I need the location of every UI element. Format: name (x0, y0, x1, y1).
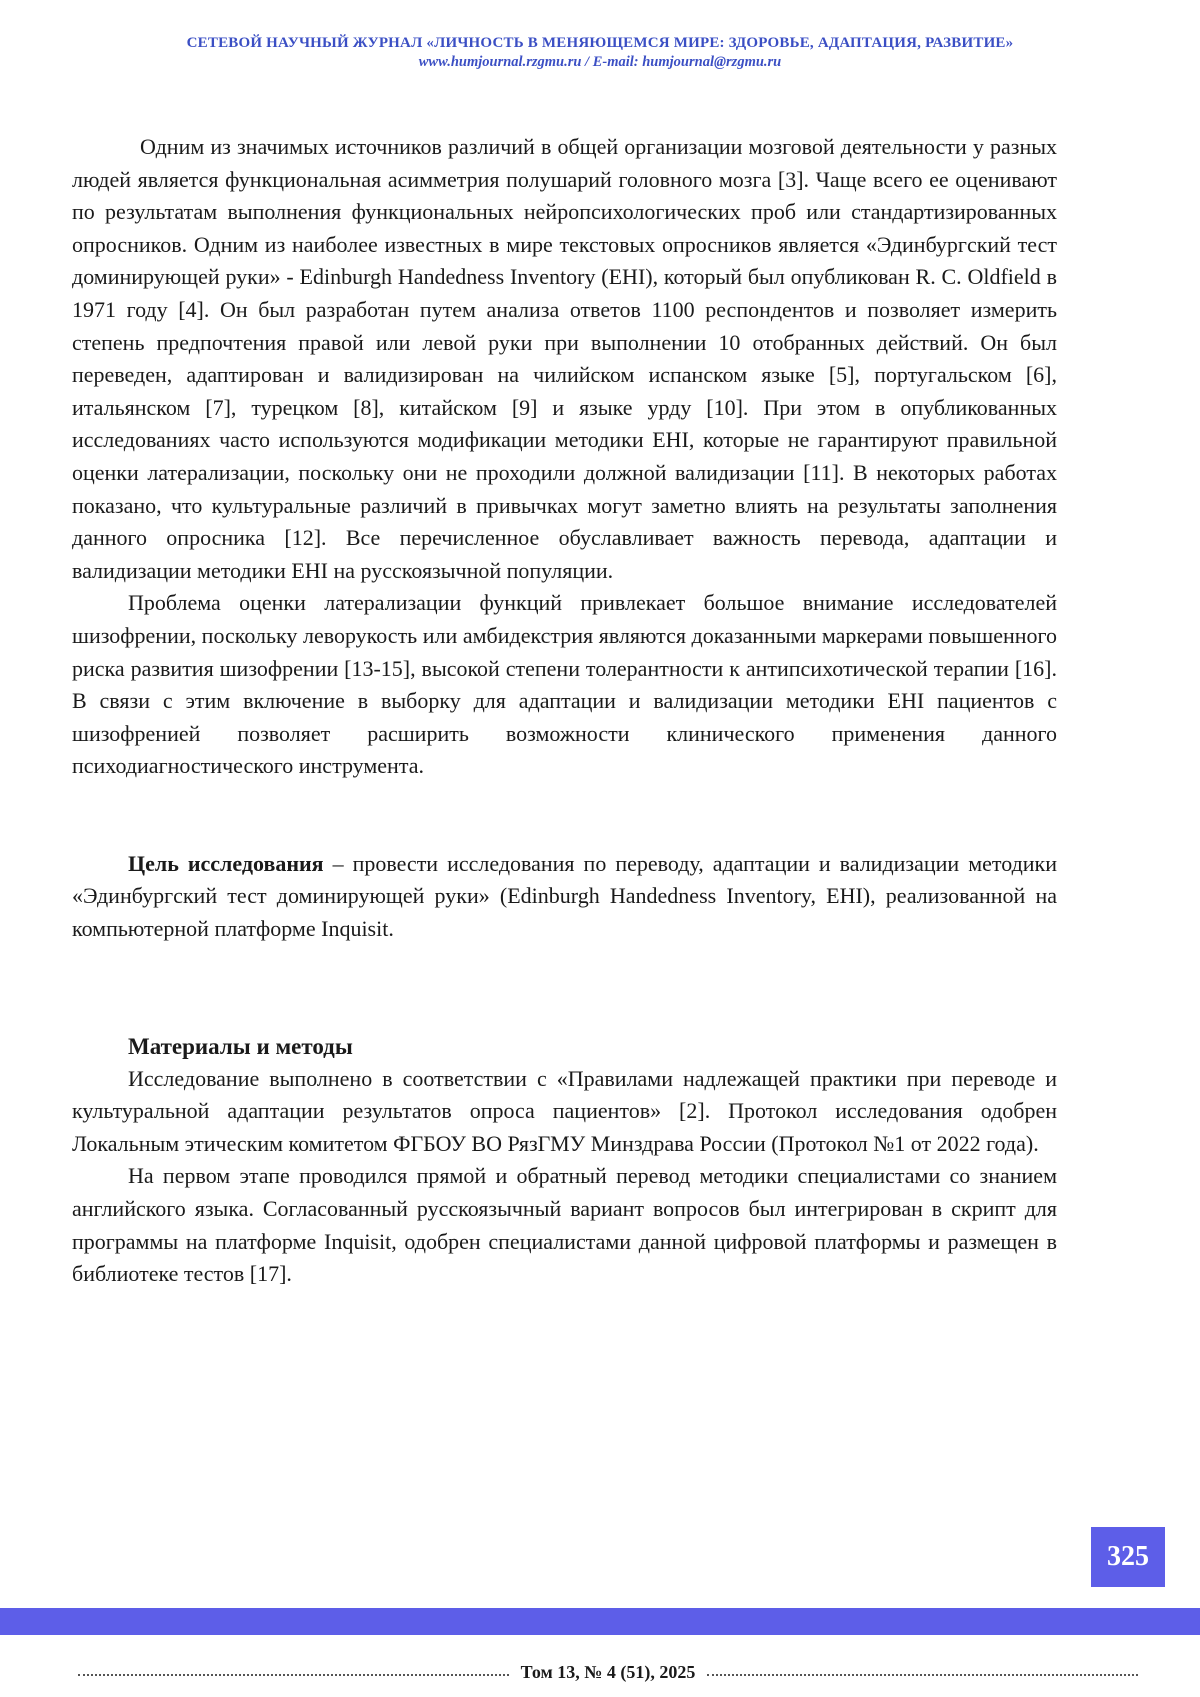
paragraph-translation: На первом этапе проводился прямой и обратный перевод методики специалистами со знанием английского языка. Согласованный русскоязычный вариант вопросов был интегрирован в скрипт для программы на платформе Inquisit, одобрен специалистами данной цифровой платформы и размещен в библиотеке тестов [17]. (72, 1163, 1057, 1287)
paragraph-ethics: Исследование выполнено в соответствии с «Правилами надлежащей практики при переводе и культуральной адаптации результатов опроса пациентов» [2]. Протокол исследования одобрен Локальным этическим комитетом ФГБОУ ВО РязГМУ Минздрава России (Протокол №1 от 2022 года). (72, 1065, 1057, 1156)
aim-text: – провести исследования по переводу, адаптации и валидизации методики «Эдинбургский тест доминирующей руки» (Edinburgh Handedness Inventory, EHI), реализованной на компьютерной платформе Inquisit. (72, 850, 1057, 942)
page-number: 325 (1091, 1527, 1165, 1587)
footer (78, 1660, 1138, 1684)
journal-title: СЕТЕВОЙ НАУЧНЫЙ ЖУРНАЛ «ЛИЧНОСТЬ В МЕНЯЮЩЕМСЯ МИРЕ: ЗДОРОВЬЕ, АДАПТАЦИЯ, РАЗВИТИЕ» (186, 35, 1014, 51)
footer-dots-right (707, 1674, 1138, 1676)
article-body (72, 131, 1057, 1291)
spacer (72, 783, 1057, 848)
paragraph-intro: Одним из значимых источников различий в общей организации мозговой деятельности у разных людей является функциональная асимметрия полушарий головного мозга [3]. Чаще всего ее оценивают по результатам выполнения функциональных нейропсихологических проб или стандартизированных опросников. Одним из наиболее известных в мире текстовых опросников является «Эдинбургский тест доминирующей руки» - Edinburgh Handedness Inventory (EHI), который был опубликован R. C. Oldfield в 1971 году [4]. Он был разработан путем анализа ответов 1100 респондентов и позволяет измерить степень предпочтения правой или левой руки при выполнении 10 отобранных действий. Он был переведен, адаптирован и валидизирован на чилийском испанском языке [5], португальском [6], итальянском [7], турецком [8], китайском [9] и языке урду [10]. При этом в опубликованных исследованиях часто используются модификации методики EHI, которые не гарантируют правильной оценки латерализации, поскольку они не проходили должной валидизации [11]. В некоторых работах показано, что культуральные различий в привычках могут заметно влиять на результаты заполнения данного опросника [12]. Все перечисленное обуславливает важность перевода, адаптации и валидизации методики EHI на русскоязычной популяции. (72, 134, 1057, 583)
spacer (72, 946, 1057, 1031)
journal-header (0, 33, 1200, 71)
footer-dots-left (78, 1674, 509, 1676)
footer-issue: Том 13, № 4 (51), 2025 (520, 1661, 696, 1682)
aim-label: Цель исследования (128, 850, 324, 876)
paragraph-schizophrenia: Проблема оценки латерализации функций привлекает большое внимание исследователей шизофрении, поскольку леворукость или амбидекстрия являются доказанными маркерами повышенного риска развития шизофрении [13-15], высокой степени толерантности к антипсихотической терапии [16]. В связи с этим включение в выборку для адаптации и валидизации методики EHI пациентов с шизофренией позволяет расширить возможности клинического применения данного психодиагностического инструмента. (72, 590, 1057, 779)
paragraph-aim (72, 848, 1057, 946)
section-title-methods: Материалы и методы (128, 1033, 353, 1059)
journal-contacts: www.humjournal.rzgmu.ru / E-mail: humjournal@rzgmu.ru (418, 54, 782, 70)
footer-accent-bar (0, 1608, 1200, 1635)
